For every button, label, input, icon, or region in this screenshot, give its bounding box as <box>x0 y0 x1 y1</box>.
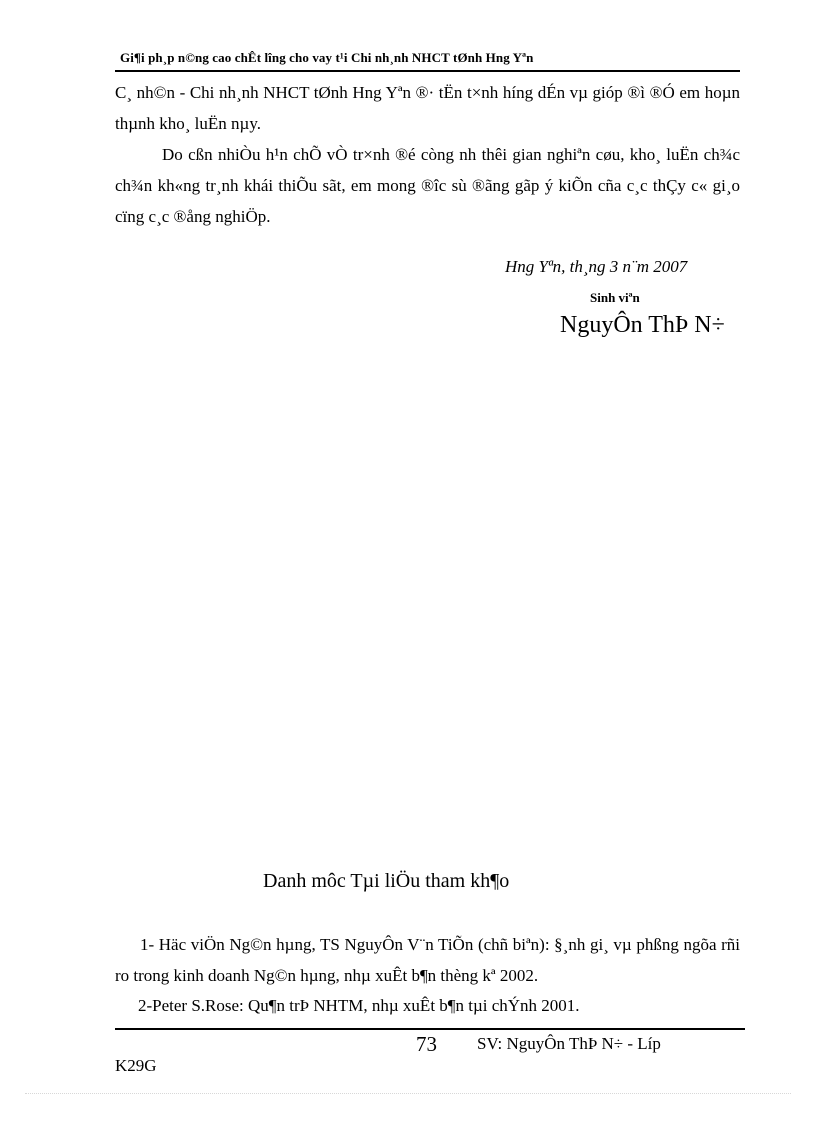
signature-name: NguyÔn ThÞ N÷ <box>560 312 725 338</box>
references-heading: Danh môc Tµi liÖu tham kh¶o <box>263 870 510 892</box>
footer-divider <box>115 1028 745 1030</box>
page-header-title: Gi¶i ph¸p n©ng cao chÊt lîng cho vay t¹i Chi nh¸nh NHCT tØnh Hng Yªn <box>120 50 534 65</box>
acknowledgement-paragraph-1: C¸ nh©n - Chi nh¸nh NHCT tØnh Hng Yªn ®· tËn t×nh híng dÉn vµ gióp ®ì ®Ó em hoµn thµnh kho¸ luËn nµy. <box>115 83 740 133</box>
signature-role: Sinh viªn <box>590 290 640 305</box>
reference-item: 1- Häc viÖn Ng©n hµng, TS NguyÔn V¨n TiÕn (chñ biªn): §¸nh gi¸ vµ phßng ngõa rñi ro trong kinh doanh Ng©n hµng, nhµ xuÊt b¶n thèng kª 2002. <box>115 935 740 985</box>
reference-item: 2-Peter S.Rose: Qu¶n trÞ NHTM, nhµ xuÊt b¶n tµi chÝnh 2001. <box>138 996 580 1015</box>
page-bottom-border <box>25 1093 791 1094</box>
signature-place-date: Hng Yªn, th¸ng 3 n¨m 2007 <box>505 257 688 276</box>
header-divider <box>115 70 740 72</box>
page-number: 73 <box>416 1032 437 1056</box>
acknowledgement-paragraph-2: Do cßn nhiÒu h¹n chÕ vÒ tr×nh ®é còng nh thêi gian nghiªn cøu, kho¸ luËn ch¾c ch¾n kh«ng tr¸nh khái thiÕu sãt, em mong ®îc sù ®ãng gãp ý kiÕn cña c¸c thÇy c« gi¸o cïng c¸c ®ång nghiÖp. <box>115 145 740 226</box>
footer-class-code: K29G <box>115 1056 157 1075</box>
footer-student: SV: NguyÔn ThÞ N÷ - Líp <box>477 1034 661 1053</box>
